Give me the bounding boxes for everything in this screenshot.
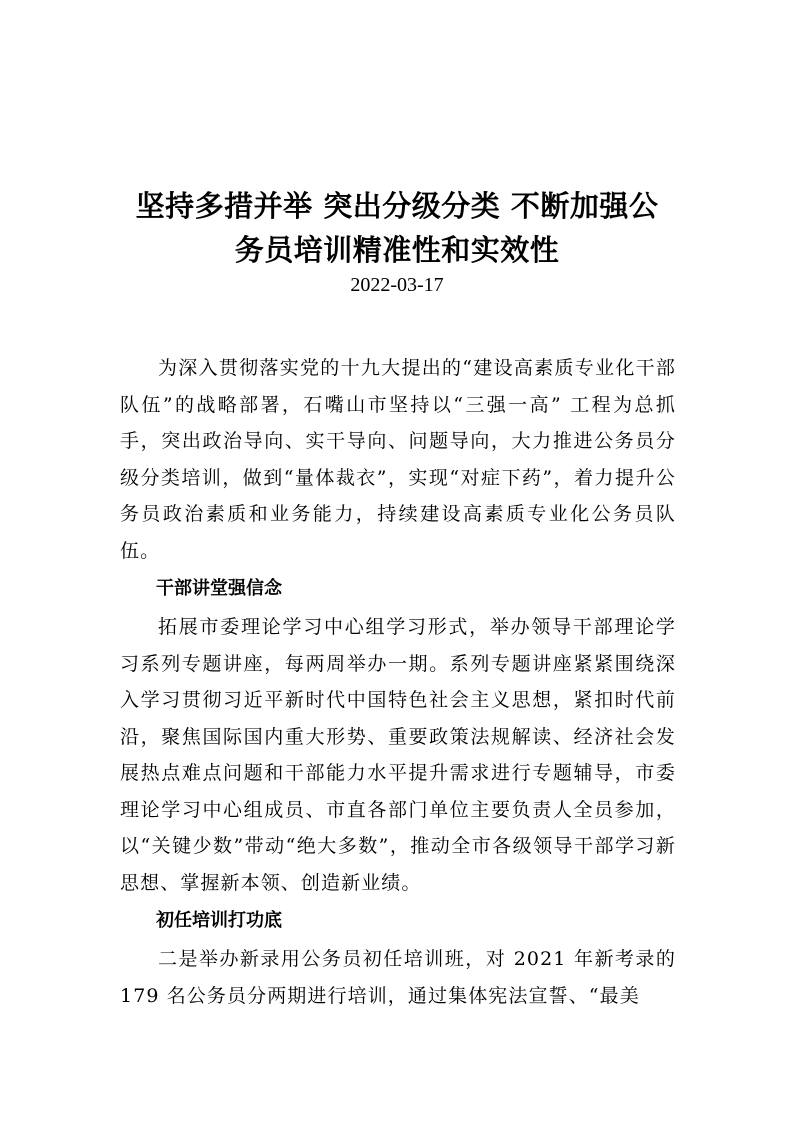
publish-date: 2022-03-17 [350,274,444,296]
section-heading-cadre-lecture: 干部讲堂强信念 [156,578,282,599]
section-paragraph-cadre-lecture: 拓展市委理论学习中心组学习形式，举办领导干部理论学习系列专题讲座，每两周举办一期。系列专题讲座紧紧围绕深入学习贯彻习近平新时代中国特色社会主义思想，紧扣时代前沿，聚焦国际国内重大形势、重要政策法规解读、经济社会发展热点难点问题和干部能力水平提升需求进行专题辅导，市委理论学习中心组成员、市直各部门单位主要负责人全员参加，以“关键少数”带动“绝大多数”，推动全市各级领导干部学习新思想、掌握新本领、创造新业绩。 [120,616,676,894]
title-line-2: 务员培训精准性和实效性 [234,233,560,267]
document-title [112,184,682,272]
section-heading-initial-training: 初任培训打功底 [156,910,282,931]
document-body [120,350,676,1014]
intro-paragraph: 为深入贯彻落实党的十九大提出的“建设高素质专业化干部队伍”的战略部署，石嘴山市坚持以“三强一高” 工程为总抓手，突出政治导向、实干导向、问题导向，大力推进公务员分级分类培训，做到“量体裁衣”，实现“对症下药”，着力提升公务员政治素质和业务能力，持续建设高素质专业化公务员队伍。 [120,357,676,562]
section-paragraph-initial-training: 二是举办新录用公务员初任培训班，对 2021 年新考录的 179 名公务员分两期进行培训，通过集体宪法宣誓、“最美 [120,948,676,1007]
title-line-1: 坚持多措并举 突出分级分类 不断加强公 [135,189,659,223]
